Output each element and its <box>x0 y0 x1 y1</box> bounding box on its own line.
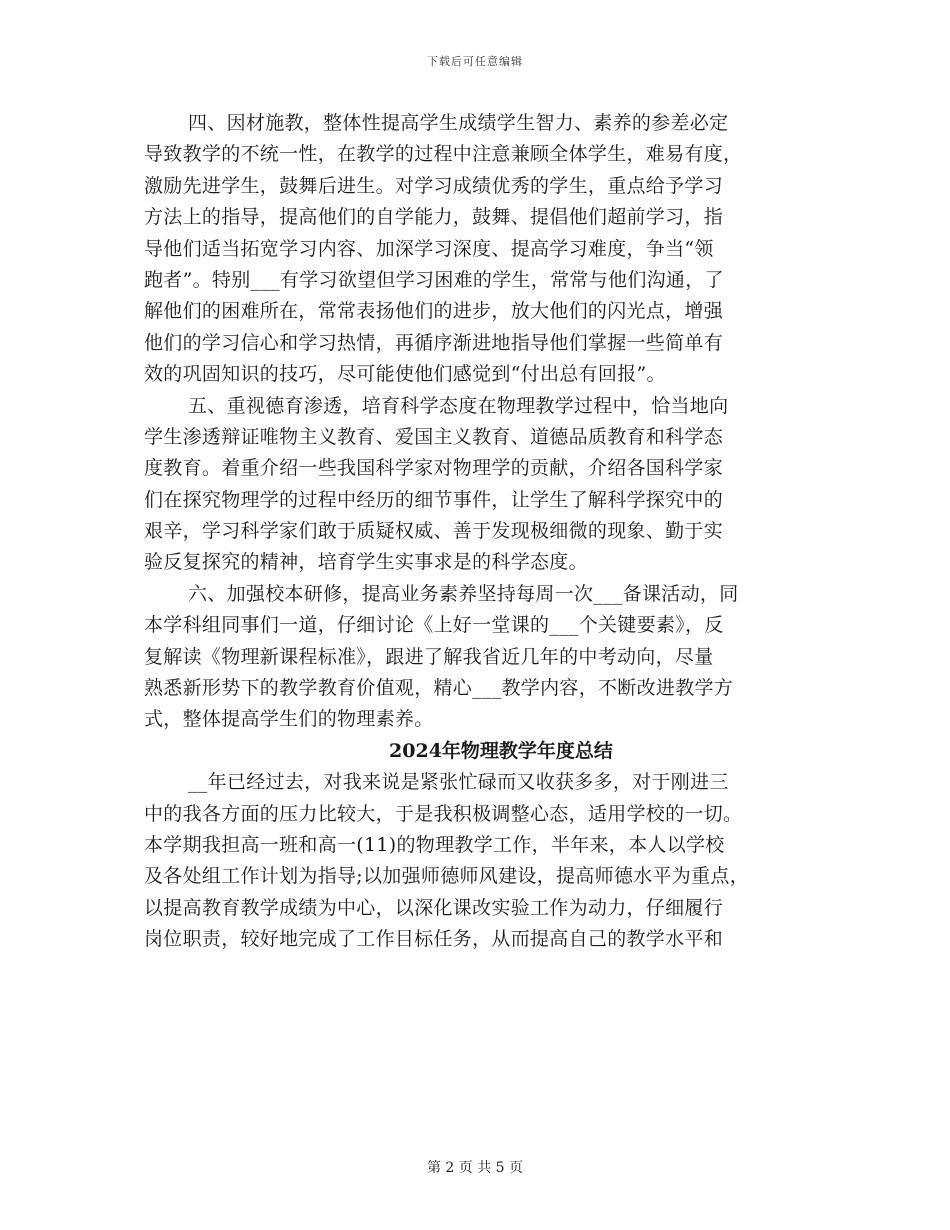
text-line: 岗位职责，较好地完成了工作目标任务，从而提高自己的教学水平和 <box>144 928 724 951</box>
text-line: 导他们适当拓宽学习内容、加深学习深度、提高学习难度，争当“领 <box>144 237 714 260</box>
document-body <box>144 108 814 956</box>
page-header-note: 下载后可任意编辑 <box>427 55 523 68</box>
text-line: 验反复探究的精神，培育学生实事求是的科学态度。 <box>144 551 588 574</box>
text-line: 复解读《物理新课程标准》，跟进了解我省近几年的中考动向，尽量 <box>144 645 714 668</box>
text-line: 五、重视德育渗透，培育科学态度在物理教学过程中，恰当地向 <box>188 394 729 417</box>
text-line: 导致教学的不统一性，在教学的过程中注意兼顾全体学生，难易有度， <box>144 143 743 166</box>
paragraph-six <box>144 579 814 736</box>
text-line: 他们的学习信心和学习热情，再循序渐进地指导他们掌握一些简单有 <box>144 331 724 354</box>
text-line: 学生渗透辩证唯物主义教育、爱国主义教育、道德品质教育和科学态 <box>144 425 724 448</box>
page-number: 第 2 页 共 5 页 <box>426 1160 524 1176</box>
text-line: 熟悉新形势下的教学教育价值观，精心___教学内容，不断改进教学方 <box>144 677 734 700</box>
text-line: 六、加强校本研修，提高业务素养坚持每周一次___备课活动，同 <box>188 582 739 605</box>
paragraph-five <box>144 391 814 579</box>
text-line: 度教育。着重介绍一些我国科学家对物理学的贡献，介绍各国科学家 <box>144 457 724 480</box>
text-line: 解他们的困难所在，常常表扬他们的进步，放大他们的闪光点，增强 <box>144 300 724 323</box>
text-line: 本学科组同事们一道，仔细讨论《上好一堂课的___个关键要素》，反 <box>144 614 724 637</box>
text-line: 效的巩固知识的技巧，尽可能使他们感觉到“付出总有回报”。 <box>144 363 666 386</box>
text-line: 们在探究物理学的过程中经历的细节事件，让学生了解科学探究中的 <box>144 488 724 511</box>
text-line: 以提高教育教学成绩为中心，以深化课改实验工作为动力，仔细履行 <box>144 896 724 919</box>
text-line: __年已经过去，对我来说是紧张忙碌而又收获多多，对于刚进三 <box>188 771 729 794</box>
section-title: 2024年物理教学年度总结 <box>389 739 613 762</box>
text-line: 本学期我担高一班和高一(11)的物理教学工作，半年来，本人以学校 <box>144 833 725 856</box>
paragraph-four <box>144 108 814 391</box>
text-line: 四、因材施教，整体性提高学生成绩学生智力、素养的参差必定 <box>188 112 729 134</box>
text-line: 激励先进学生，鼓舞后进生。对学习成绩优秀的学生，重点给予学习 <box>144 174 724 197</box>
text-line: 方法上的指导，提高他们的自学能力，鼓舞、提倡他们超前学习，指 <box>144 206 724 229</box>
text-line: 艰辛，学习科学家们敢于质疑权威、善于发现极细微的现象、勤于实 <box>144 520 724 543</box>
text-line: 式，整体提高学生们的物理素养。 <box>144 708 434 731</box>
text-line: 中的我各方面的压力比较大，于是我积极调整心态，适用学校的一切。 <box>144 802 743 825</box>
intro-paragraph <box>144 767 814 955</box>
text-line: 跑者”。特别___有学习欲望但学习困难的学生，常常与他们沟通，了 <box>144 268 724 291</box>
text-line: 及各处组工作计划为指导;以加强师德师风建设，提高师德水平为重点， <box>144 865 750 888</box>
